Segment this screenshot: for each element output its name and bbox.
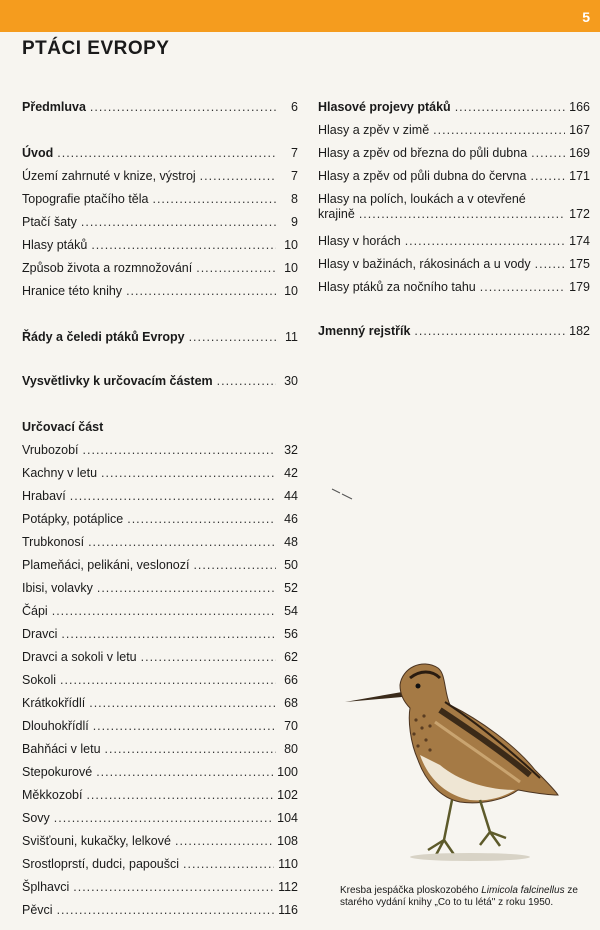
toc-entry-label: Hlasy ptáků: [22, 238, 88, 252]
toc-entry-label: Srostloprstí, dudci, papoušci: [22, 857, 180, 871]
toc-entry: [318, 169, 590, 184]
toc-entry-label: Šplhavci: [22, 880, 70, 894]
toc-entry-label: Ptačí šaty: [22, 215, 77, 229]
toc-entry-page: 104: [277, 811, 298, 825]
toc-leader-dots: [141, 650, 276, 665]
toc-entry-page: 110: [278, 857, 298, 871]
toc-entry: [318, 257, 590, 272]
toc-leader-dots: [57, 903, 274, 918]
toc-leader-dots: [70, 489, 276, 504]
toc-entry-label: Území zahrnuté v knize, výstroj: [22, 169, 196, 183]
toc-entry-label: Krátkokřídlí: [22, 696, 86, 710]
toc-entry-page: 167: [569, 123, 590, 137]
toc-entry-page: 182: [569, 324, 590, 338]
toc-leader-dots: [61, 627, 276, 642]
toc-entry-label: Jmenný rejstřík: [318, 324, 411, 338]
toc-entry-page: 66: [284, 673, 298, 687]
toc-entry-label: Řády a čeledi ptáků Evropy: [22, 330, 185, 344]
toc-entry-page: 48: [284, 535, 298, 549]
toc-leader-dots: [196, 261, 276, 276]
toc-leader-dots: [126, 284, 276, 299]
toc-entry: [318, 146, 590, 161]
caption-text-2: ze starého vydání knihy „Co to tu létá" z roku 1950.: [340, 885, 578, 908]
toc-entry: [318, 234, 590, 249]
toc-entry: [318, 123, 590, 138]
toc-leader-dots: [90, 100, 276, 115]
toc-leader-dots: [52, 604, 276, 619]
toc-entry: [318, 192, 590, 222]
toc-entry: [22, 512, 298, 527]
toc-entry-page: 10: [284, 284, 298, 298]
toc-entry: [22, 742, 298, 757]
toc-entry-page: 7: [291, 169, 298, 183]
toc-entry: [22, 443, 298, 458]
toc-leader-dots: [183, 857, 274, 872]
toc-entry: [22, 627, 298, 642]
toc-entry-label: Hlasy v horách: [318, 234, 401, 248]
toc-leader-dots: [480, 280, 565, 295]
toc-leader-dots: [101, 466, 276, 481]
toc-entry: [22, 284, 298, 299]
toc-entry-label-cont: krajině: [318, 207, 355, 221]
toc-leader-dots: [193, 558, 276, 573]
toc-leader-dots: [535, 257, 566, 272]
toc-entry-label: Stepokurové: [22, 765, 93, 779]
caption-species: Limicola falcinellus: [481, 885, 565, 896]
toc-entry-label: Dlouhokřídlí: [22, 719, 89, 733]
toc-entry-label: Hlasy a zpěv od půli dubna do června: [318, 169, 527, 183]
toc-entry: [22, 420, 298, 435]
toc-entry-page: 80: [284, 742, 298, 756]
toc-entry-page: 46: [284, 512, 298, 526]
toc-entry: [22, 238, 298, 253]
toc-entry-label: Pěvci: [22, 903, 53, 917]
toc-leader-dots: [93, 719, 276, 734]
toc-entry: [22, 604, 298, 619]
toc-leader-dots: [530, 169, 565, 184]
toc-leader-dots: [414, 324, 565, 339]
toc-entry-page: 10: [284, 261, 298, 275]
toc-entry-label: Dravci: [22, 627, 58, 641]
toc-entry-label: Topografie ptačího těla: [22, 192, 149, 206]
toc-entry: [22, 719, 298, 734]
toc-entry: [318, 100, 590, 115]
toc-entry-page: 52: [284, 581, 298, 595]
toc-entry-page: 68: [284, 696, 298, 710]
toc-entry: [22, 880, 298, 895]
toc-entry: [318, 280, 590, 295]
toc-leader-dots: [83, 443, 276, 458]
sandpiper-illustration: [340, 650, 570, 865]
toc-entry-page: 6: [291, 100, 298, 114]
toc-entry-label: Potápky, potáplice: [22, 512, 124, 526]
toc-entry: [22, 834, 298, 849]
toc-entry: [22, 765, 298, 780]
page-title: PTÁCI EVROPY: [22, 38, 170, 59]
toc-entry-label: Vysvětlivky k určovacím částem: [22, 374, 213, 388]
toc-entry-page: 166: [569, 100, 590, 114]
toc-entry: [22, 535, 298, 550]
toc-entry-label: Dravci a sokoli v letu: [22, 650, 137, 664]
toc-entry: [22, 146, 298, 161]
toc-entry-page: 175: [569, 257, 590, 271]
toc-leader-dots: [91, 238, 276, 253]
toc-entry-page: 9: [291, 215, 298, 229]
toc-entry: [22, 169, 298, 184]
toc-entry-page: 172: [569, 207, 590, 221]
toc-entry-page: 116: [278, 903, 298, 917]
toc-leader-dots: [200, 169, 276, 184]
toc-leader-dots: [531, 146, 565, 161]
illustration-caption: [340, 885, 588, 908]
toc-entry-label: Hlasové projevy ptáků: [318, 100, 451, 114]
toc-entry-label: Hlasy ptáků za nočního tahu: [318, 280, 476, 294]
toc-entry: [22, 558, 298, 573]
toc-entry-label: Určovací část: [22, 420, 104, 434]
toc-entry: [22, 215, 298, 230]
toc-entry-label: Hranice této knihy: [22, 284, 123, 298]
toc-leader-dots: [81, 215, 276, 230]
page-number: 5: [582, 9, 590, 25]
toc-entry-page: 102: [277, 788, 298, 802]
toc-leader-dots: [57, 146, 276, 161]
toc-leader-dots: [96, 765, 273, 780]
toc-entry: [22, 261, 298, 276]
toc-entry-label: Plameňáci, pelikáni, veslonozí: [22, 558, 190, 572]
toc-entry: [22, 650, 298, 665]
toc-entry-page: 62: [284, 650, 298, 664]
toc-entry-label: Sovy: [22, 811, 50, 825]
toc-entry: [22, 696, 298, 711]
toc-leader-dots: [89, 696, 276, 711]
toc-leader-dots: [455, 100, 565, 115]
toc-leader-dots: [405, 234, 565, 249]
toc-entry: [22, 581, 298, 596]
toc-entry-label: Hlasy na polích, loukách a v otevřené: [318, 192, 526, 206]
toc-entry: [22, 466, 298, 481]
toc-entry-page: 30: [284, 374, 298, 388]
toc-entry-page: 56: [284, 627, 298, 641]
toc-entry: [318, 324, 590, 339]
toc-entry-label: Hlasy a zpěv od března do půli dubna: [318, 146, 528, 160]
toc-entry-page: 42: [284, 466, 298, 480]
toc-entry-page: 174: [569, 234, 590, 248]
toc-leader-dots: [97, 581, 276, 596]
toc-leader-dots: [54, 811, 273, 826]
toc-entry-page: 70: [284, 719, 298, 733]
toc-entry-label: Svišťouni, kukačky, lelkové: [22, 834, 171, 848]
toc-leader-dots: [73, 880, 274, 895]
toc-leader-dots: [88, 535, 276, 550]
toc-entry: [22, 811, 298, 826]
toc-entry: [22, 489, 298, 504]
toc-leader-dots: [359, 207, 565, 222]
toc-leader-dots: [105, 742, 276, 757]
toc-leader-dots: [175, 834, 273, 849]
toc-leader-dots: [60, 673, 276, 688]
toc-entry-page: 44: [284, 489, 298, 503]
toc-entry-page: 100: [277, 765, 298, 779]
toc-leader-dots: [127, 512, 276, 527]
toc-entry-label: Měkkozobí: [22, 788, 83, 802]
toc-entry-label: Ibisi, volavky: [22, 581, 93, 595]
pencil-mark: [330, 485, 360, 501]
toc-entry: [22, 100, 298, 115]
toc-entry-page: 54: [284, 604, 298, 618]
toc-entry-page: 8: [291, 192, 298, 206]
toc-entry: [22, 330, 298, 345]
toc-entry-line2: [318, 207, 590, 222]
toc-entry-label: Úvod: [22, 146, 54, 160]
toc-entry-page: 32: [284, 443, 298, 457]
toc-leader-dots: [86, 788, 273, 803]
toc-leader-dots: [189, 330, 276, 345]
toc-entry: [22, 673, 298, 688]
toc-entry-label: Čápi: [22, 604, 48, 618]
caption-text-1: Kresba jespáčka ploskozobého: [340, 885, 482, 896]
toc-entry-label: Hlasy v bažinách, rákosinách a u vody: [318, 257, 531, 271]
toc-entry-page: 50: [284, 558, 298, 572]
toc-entry-label: Předmluva: [22, 100, 86, 114]
toc-entry-page: 7: [291, 146, 298, 160]
toc-leader-dots: [152, 192, 276, 207]
toc-entry: [22, 788, 298, 803]
toc-entry-label: Kachny v letu: [22, 466, 98, 480]
toc-entry-label: Hlasy a zpěv v zimě: [318, 123, 430, 137]
toc-entry-label: Způsob života a rozmnožování: [22, 261, 193, 275]
toc-entry-label: Trubkonosí: [22, 535, 85, 549]
toc-entry: [22, 903, 298, 918]
toc-leader-dots: [217, 374, 276, 389]
toc-entry-page: 10: [284, 238, 298, 252]
toc-entry-page: 171: [569, 169, 590, 183]
top-color-bar: [0, 0, 600, 32]
toc-entry: [22, 192, 298, 207]
toc-entry-label: Sokoli: [22, 673, 57, 687]
toc-entry-page: 179: [569, 280, 590, 294]
toc-entry-label: Vrubozobí: [22, 443, 79, 457]
toc-entry-page: 11: [285, 330, 298, 344]
toc-entry-page: 108: [277, 834, 298, 848]
toc-entry-label: Bahňáci v letu: [22, 742, 101, 756]
toc-entry: [22, 374, 298, 389]
toc-entry-page: 169: [569, 146, 590, 160]
toc-leader-dots: [433, 123, 565, 138]
toc-entry-label: Hrabaví: [22, 489, 66, 503]
toc-entry-page: 112: [278, 880, 298, 894]
toc-entry: [22, 857, 298, 872]
